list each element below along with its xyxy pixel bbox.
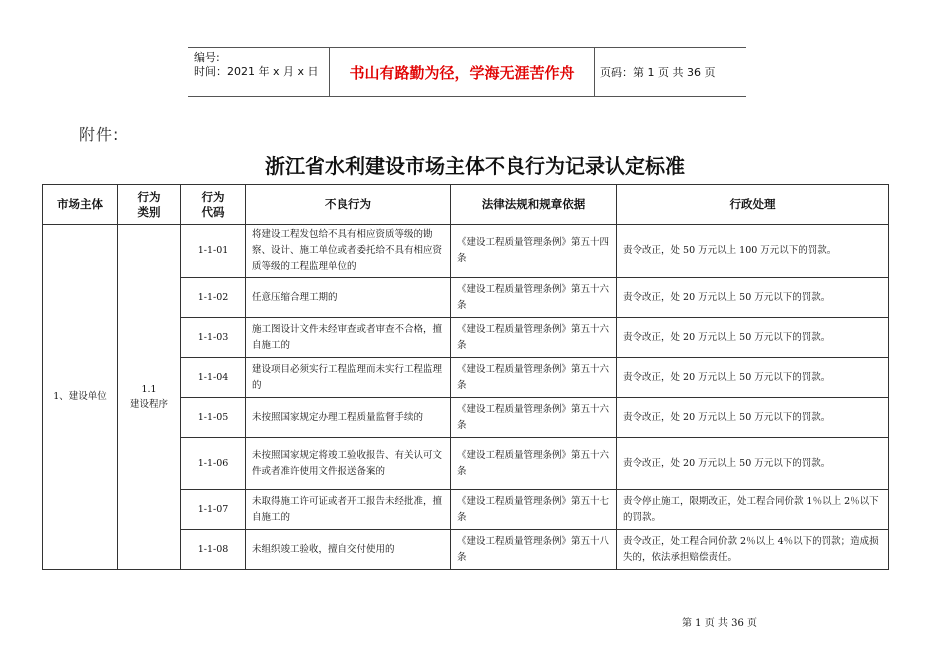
header-code [181, 185, 246, 225]
code-cell: 1-1-02 [181, 278, 246, 318]
penalty-cell: 责令改正，处 20 万元以上 50 万元以下的罚款。 [617, 398, 889, 438]
basis-cell: 《建设工程质量管理条例》第五十六条 [451, 398, 617, 438]
behavior-cell: 将建设工程发包给不具有相应资质等级的勘察、设计、施工单位或者委托给不具有相应资质等级的工程监理单位的 [246, 225, 451, 278]
penalty-cell: 责令改正，处 20 万元以上 50 万元以下的罚款。 [617, 318, 889, 358]
code-cell: 1-1-04 [181, 358, 246, 398]
category-number: 1.1 [141, 384, 157, 395]
date-label: 时间：2021 年 x 月 x 日 [194, 65, 319, 78]
basis-cell: 《建设工程质量管理条例》第五十六条 [451, 358, 617, 398]
basis-cell: 《建设工程质量管理条例》第五十八条 [451, 530, 617, 570]
basis-cell: 《建设工程质量管理条例》第五十四条 [451, 225, 617, 278]
penalty-cell: 责令停止施工，限期改正，处工程合同价款 1％以上 2％以下的罚款。 [617, 490, 889, 530]
attachment-label: 附件: [79, 125, 120, 144]
table-header-row [43, 185, 889, 225]
header-page-info: 页码：第 1 页 共 36 页 [600, 66, 716, 79]
header-category-line1: 行为 [137, 189, 161, 204]
document-header [188, 47, 746, 97]
penalty-cell: 责令改正，处 20 万元以上 50 万元以下的罚款。 [617, 358, 889, 398]
code-cell: 1-1-05 [181, 398, 246, 438]
document-title: 浙江省水利建设市场主体不良行为记录认定标准 [265, 154, 685, 178]
code-cell: 1-1-07 [181, 490, 246, 530]
behavior-cell: 未取得施工许可证或者开工报告未经批准，擅自施工的 [246, 490, 451, 530]
behavior-cell: 未按照国家规定办理工程质量监督手续的 [246, 398, 451, 438]
header-meta [194, 51, 334, 79]
basis-cell: 《建设工程质量管理条例》第五十六条 [451, 438, 617, 490]
standards-table [42, 184, 889, 570]
basis-cell: 《建设工程质量管理条例》第五十七条 [451, 490, 617, 530]
page-footer: 第 1 页 共 36 页 [682, 618, 757, 629]
subject-cell: 1、建设单位 [43, 225, 118, 570]
behavior-cell: 任意压缩合理工期的 [246, 278, 451, 318]
header-category-line2: 类别 [137, 204, 161, 219]
header-divider [594, 48, 595, 96]
basis-cell: 《建设工程质量管理条例》第五十六条 [451, 278, 617, 318]
code-cell: 1-1-06 [181, 438, 246, 490]
behavior-cell: 建设项目必须实行工程监理而未实行工程监理的 [246, 358, 451, 398]
behavior-cell: 未按照国家规定将竣工验收报告、有关认可文件或者准许使用文件报送备案的 [246, 438, 451, 490]
header-category [118, 185, 181, 225]
header-behavior: 不良行为 [246, 185, 451, 225]
code-cell: 1-1-01 [181, 225, 246, 278]
serial-label: 编号: [194, 51, 220, 64]
behavior-cell: 施工图设计文件未经审查或者审查不合格，擅自施工的 [246, 318, 451, 358]
penalty-cell: 责令改正，处 50 万元以上 100 万元以下的罚款。 [617, 225, 889, 278]
behavior-cell: 未组织竣工验收，擅自交付使用的 [246, 530, 451, 570]
code-cell: 1-1-08 [181, 530, 246, 570]
header-code-line1: 行为 [201, 189, 225, 204]
basis-cell: 《建设工程质量管理条例》第五十六条 [451, 318, 617, 358]
category-name: 建设程序 [129, 399, 168, 410]
penalty-cell: 责令改正，处 20 万元以上 50 万元以下的罚款。 [617, 438, 889, 490]
penalty-cell: 责令改正，处工程合同价款 2％以上 4％以下的罚款；造成损失的，依法承担赔偿责任。 [617, 530, 889, 570]
header-basis: 法律法规和规章依据 [451, 185, 617, 225]
header-motto: 书山有路勤为径，学海无涯苦作舟 [349, 63, 575, 82]
table-row [43, 225, 889, 278]
category-cell [118, 225, 181, 570]
header-penalty: 行政处理 [617, 185, 889, 225]
header-subject: 市场主体 [43, 185, 118, 225]
header-code-line2: 代码 [201, 204, 225, 219]
penalty-cell: 责令改正，处 20 万元以上 50 万元以下的罚款。 [617, 278, 889, 318]
code-cell: 1-1-03 [181, 318, 246, 358]
